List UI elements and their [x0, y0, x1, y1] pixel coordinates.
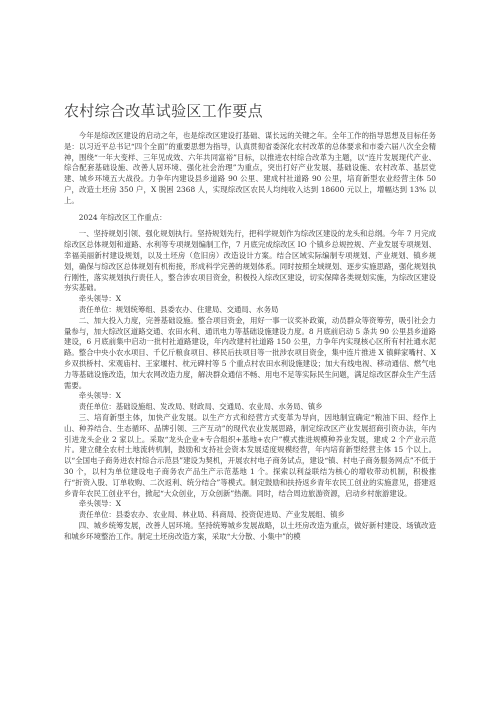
section-4-paragraph: 四、城乡统筹发展，改善人居环境。坚持统筹城乡发展战略，以土坯房改造为重点，做好新村建设、场镇改造和城乡环境整治工作。制定土坯房改造方案，采取“大分散、小集中”的模 — [64, 520, 436, 541]
intro-paragraph: 今年是综改区建设的启动之年，也是综改区建设打基础、谋长远的关键之年。全年工作的指导思想及目标任务是：以习近平总书记“四个全面”的重要思想为指导，认真贯彻省委深化农村改革的总体要求和市委六届八次全会精神，围绕“一年大变样、三年见成效、六年共同富裕”目标，以推进农村综合改革为主题，以“连片发展现代产业、综合配套基础设施、改善人居环境、强化社会治理”为重点，突出打好产业发展、基础设施、农村改革、基层党建、城乡环境五大战役。力争年内建设县乡道路 90 公里、建成村社道路 90 公里，培育新型农业经营主体 50 户，改造土坯房 350 户，X 脱困 2368 人，实现综改区农民人均纯收入达到 18600 元以上，增幅达到 13% 以上。 — [64, 131, 436, 205]
section-2-lead: 牵头领导：X — [78, 391, 122, 401]
section-1-lead: 牵头领导：X — [78, 294, 122, 304]
section-1-paragraph: 一、坚持规划引领、强化规划执行。坚持规划先行，把科学规划作为综改区建设的龙头和总纲。今年 7 月完成综改区总体规划和道路、水利等专项规划编制工作，7 月底完成综改区 IO 个镇乡总规控规、产业发展专项规划、幸福美丽新村建设规划，以及土坯房（危旧房）改造设计方案。结合区域实际编制专项规划、产业规划、镇乡规划，确保与综改区总体规划有机衔接，形成科学完善的规划体系。同时按照全域规划、逐步实施思路，强化规划执行刚性，落实规划执行责任人，整合涉农项目资金，积极投入综改区建设，切实保障各类规划实施，为综改区建设夯实基础。 — [64, 229, 436, 293]
section-2-units: 责任单位：基础设施组、发改局、财政局、交通局、农业局、水务局、镇乡 — [78, 402, 323, 412]
section-3-lead: 牵头领导：X — [78, 499, 122, 509]
section-3-paragraph: 三、培育新型主体，加快产业发展。以生产方式和经营方式变革为导向，因地制宜确定“粮油下田、经作上山、种养结合、生态循环、品牌引领、三产互动”的现代农业发展思路，制定综改区产业发展招商引资办法，年内引进龙头企业 2 家以上。采取“龙头企业+专合组织+基地+农户”模式推进规模种养业发展，建成 2 个产业示范片。建立健全农村土地流转机制，鼓励和支持社会资本发展适度规模经营，年内培育新型经营主体 15 个以上。以“全国电子商务进农村综合示范县”建设为契机，开展农村电子商务试点，建设“镇、村电子商务服务网点”不低于 30 个，以村为单位建设电子商务农产品生产示范基地 1 个。探索以利益联结为核心的增收带动机制，积极推行“折资入股、订单收购、二次返利、统分结合”等模式。制定鼓励和扶持返乡青年农民工创业的实施意见，搭建返乡青年农民工创业平台，掀起“大众创业，万众创新”热潮。同时，结合周边旅游资源，启动乡村旅游建设。 — [64, 412, 436, 498]
section-3-units: 责任单位：县委农办、农业局、林业局、科商局、投资促进局、产业发展组、镇乡 — [78, 510, 345, 520]
document-body — [64, 131, 436, 542]
section-heading: 2024 年综改区工作重点： — [78, 212, 167, 222]
section-2-paragraph: 二、加大投入力度，完善基础设施。整合项目资金，用好一事一议奖补政策，动员群众等资筹劳，吸引社会力量参与，加大综改区道路交通、农田水利、通讯电力等基础设施建设力度。8 月底前启动 5 条共 90 公里县乡道路建设，6 月底前集中启动一批村社道路建设，年内改建村社道路 150 公里，力争年内实现核心区所有村社通水泥路。整合中央小农水项目、千亿斤粮食项目、移民后扶项目等一批涉农项目资金，集中连片推进 X 镇鲜家嘴村、X 乡双拱桥村、宋观庙村、王家堰村、枕元碑村等 5 个重点村农田水利设施建设；加大有线电视、移动通信、燃气电力等基础设施改造，加大农网改造力度，解决群众通信不畅、用电不足等实际民生问题，满足综改区群众生产生活需要。 — [64, 315, 436, 390]
document-title: 农村综合改革试验区工作要点 — [64, 102, 263, 120]
section-1-units: 责任单位：规划统筹组、县委农办、住建局、交通局、水务局 — [78, 304, 279, 314]
